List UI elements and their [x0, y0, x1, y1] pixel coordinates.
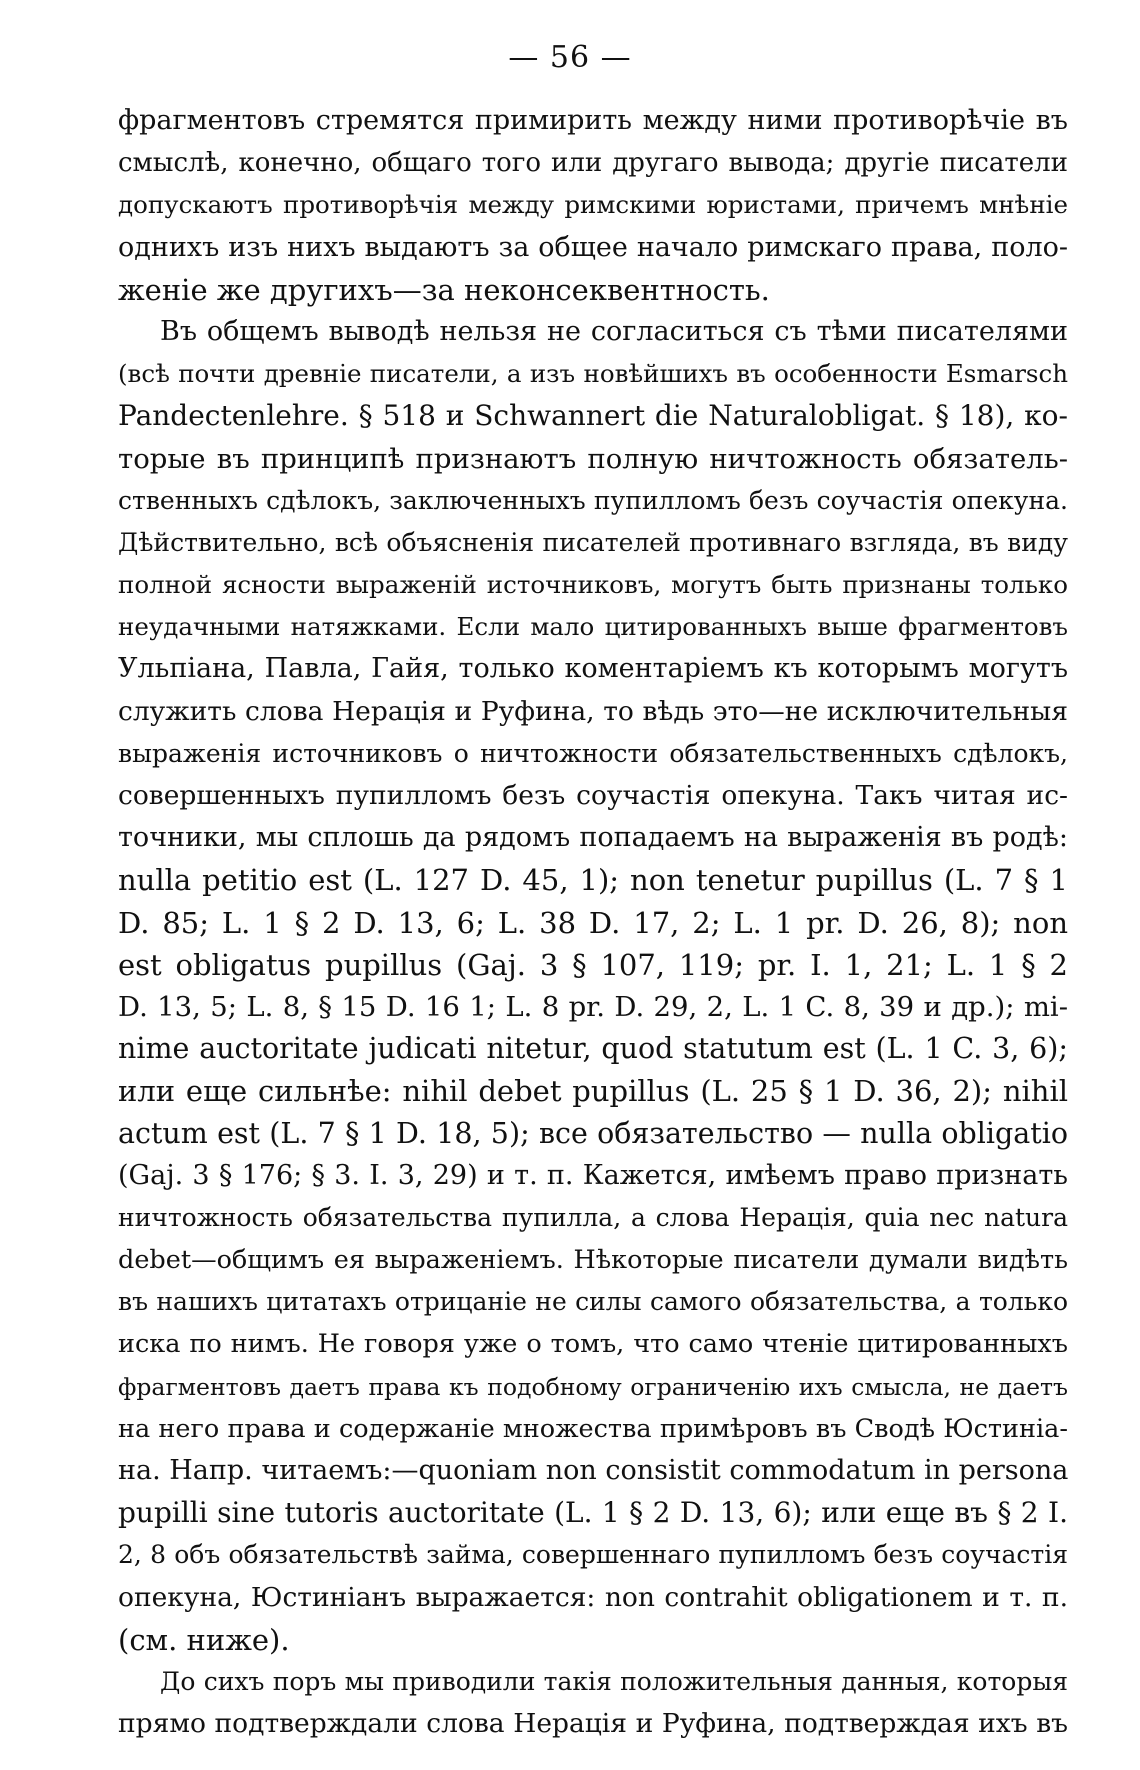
text-line: иска по нимъ. Не говоря уже о томъ, что само чтеніе цитированныхъ: [118, 1329, 1068, 1360]
text-line: выраженія источниковъ о ничтожности обязательственныхъ сдѣлокъ,: [118, 738, 1068, 768]
text-line: Въ общемъ выводѣ нельзя не согласиться съ тѣми писателями: [160, 315, 1068, 347]
text-line: точники, мы сплошь да рядомъ попадаемъ на выраженія въ родѣ:: [118, 822, 1068, 854]
text-line: полной ясности выраженій источниковъ, могутъ быть признаны только: [118, 570, 1068, 600]
text-line: (Gaj. 3 § 176; § 3. I. 3, 29) и т. п. Кажется, имѣемъ право признать: [118, 1159, 1068, 1191]
text-line: торые въ принципѣ признаютъ полную ничтожность обязатель-: [118, 442, 1068, 475]
text-line: въ нашихъ цитатахъ отрицаніе не силы самого обязательства, а только: [118, 1287, 1068, 1317]
text-line: 2, 8 объ обязательствѣ займа, совершеннаго пупилломъ безъ соучастія: [118, 1540, 1068, 1570]
text-line: D. 85; L. 1 § 2 D. 13, 6; L. 38 D. 17, 2; L. 1 pr. D. 26, 8); non: [118, 905, 1068, 940]
text-line: смыслѣ, конечно, общаго того или другаго вывода; другіе писатели: [118, 148, 1068, 179]
text-line: nime auctoritate judicati nitetur, quod statutum est (L. 1 C. 3, 6);: [118, 1032, 1068, 1066]
text-line: Ульпіана, Павла, Гайя, только коментаріемъ къ которымъ могутъ: [118, 653, 1068, 685]
text-line: (см. ниже).: [118, 1622, 290, 1657]
text-line: или еще сильнѣе: nihil debet pupillus (L. 25 § 1 D. 36, 2); nihil: [118, 1074, 1068, 1109]
text-line: debet—общимъ ея выраженіемъ. Нѣкоторые писатели думали видѣть: [118, 1245, 1068, 1276]
text-line: опекуна, Юстиніанъ выражается: non contrahit obligationem и т. п.: [118, 1581, 1068, 1613]
text-line: Pandectenlehre. § 518 и Schwannert die Naturalobligat. § 18), ко-: [118, 399, 1068, 433]
text-line: pupilli sine tutoris auctoritate (L. 1 § 2 D. 13, 6); или еще въ § 2 I.: [118, 1496, 1068, 1530]
text-line: женіе же другихъ—за неконсеквентность.: [118, 272, 770, 307]
text-line: совершенныхъ пупилломъ безъ соучастія опекуна. Такъ читая ис-: [118, 780, 1068, 811]
text-line: est obligatus pupillus (Gaj. 3 § 107, 119; pr. I. 1, 21; L. 1 § 2: [118, 947, 1068, 982]
text-line: на него права и содержаніе множества примѣровъ въ Сводѣ Юстиніа-: [118, 1413, 1068, 1444]
text-line: actum est (L. 7 § 1 D. 18, 5); все обязательство — nulla obligatio: [118, 1116, 1068, 1150]
text-line: До сихъ поръ мы приводили такія положительныя данныя, которыя: [160, 1666, 1068, 1696]
text-line: на. Напр. читаемъ:—quoniam non consistit commodatum in persona: [118, 1455, 1068, 1486]
text-line: однихъ изъ нихъ выдаютъ за общее начало римскаго права, поло-: [118, 231, 1068, 263]
text-line: допускаютъ противорѣчія между римскими юристами, причемъ мнѣніе: [118, 190, 1068, 220]
text-line: фрагментовъ даетъ права къ подобному ограниченію ихъ смысла, не даетъ: [118, 1372, 1068, 1401]
text-line: служить слова Нерація и Руфина, то вѣдь это—не исключительныя: [118, 695, 1068, 727]
body-text: [118, 100, 1068, 1745]
text-line: ничтожность обязательства пупилла, а слова Нерація, quia nec natura: [118, 1202, 1068, 1232]
page-number: — 56 —: [508, 40, 632, 75]
text-line: D. 13, 5; L. 8, § 15 D. 16 1; L. 8 pr. D. 29, 2, L. 1 C. 8, 39 и др.); mi-: [118, 990, 1068, 1023]
text-line: (всѣ почти древніе писатели, а изъ новѣйшихъ въ особенности Esmarsch: [118, 359, 1068, 389]
text-line: nulla petitio est (L. 127 D. 45, 1); non tenetur pupillus (L. 7 § 1: [118, 863, 1068, 898]
text-line: Дѣйствительно, всѣ объясненія писателей противнаго взгляда, въ виду: [118, 527, 1068, 557]
text-line: прямо подтверждали слова Нерація и Руфина, подтверждая ихъ въ: [118, 1708, 1068, 1740]
text-line: неудачными натяжками. Если мало цитированныхъ выше фрагментовъ: [118, 612, 1068, 642]
text-line: фрагментовъ стремятся примирить между ними противорѣчіе въ: [118, 105, 1068, 136]
text-line: ственныхъ сдѣлокъ, заключенныхъ пупилломъ безъ соучастія опекуна.: [118, 485, 1068, 515]
